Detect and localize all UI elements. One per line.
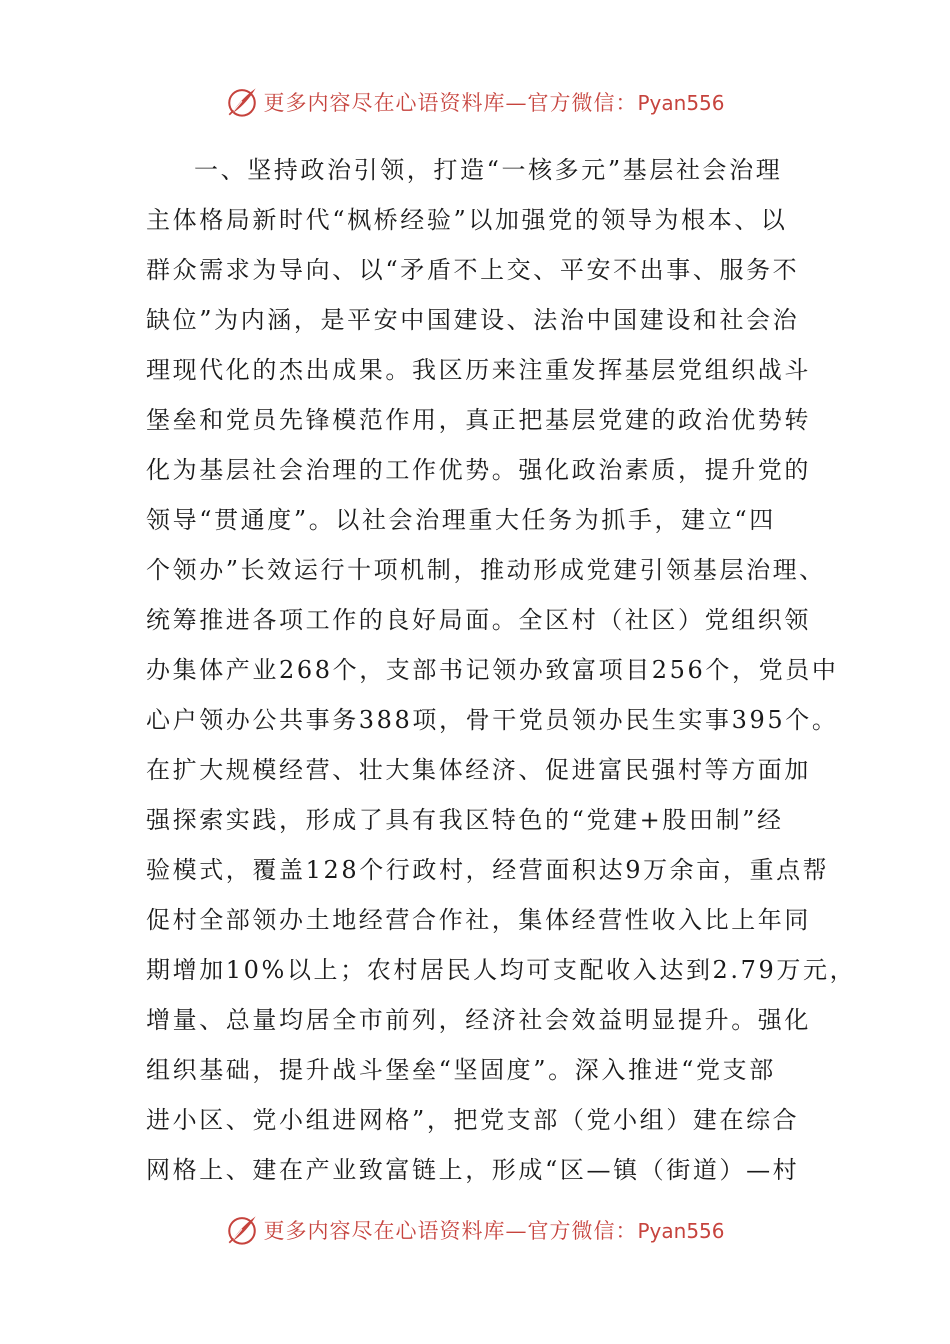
text-line: 理现代化的杰出成果。我区历来注重发挥基层党组织战斗 xyxy=(146,356,811,384)
quill-pen-logo-icon xyxy=(225,1213,259,1247)
text-line: 一、坚持政治引领，打造“一核多元”基层社会治理 xyxy=(194,156,783,184)
text-line: 进小区、党小组进网格”，把党支部（党小组）建在综合 xyxy=(146,1106,800,1134)
text-line: 化为基层社会治理的工作优势。强化政治素质，提升党的 xyxy=(146,456,811,484)
text-line: 心户领办公共事务388项，骨干党员领办民生实事395个。 xyxy=(146,706,839,734)
text-line: 组织基础，提升战斗堡垒“坚固度”。深入推进“党支部 xyxy=(146,1056,776,1084)
text-line: 主体格局新时代“枫桥经验”以加强党的领导为根本、以 xyxy=(146,206,788,234)
text-line: 领导“贯通度”。以社会治理重大任务为抓手，建立“四 xyxy=(146,506,776,534)
text-line: 办集体产业268个，支部书记领办致富项目256个，党员中 xyxy=(146,656,839,684)
wechat-id: Pyan556 xyxy=(637,1219,725,1243)
banner-title: 更多内容尽在心语资料库—官方微信： xyxy=(263,91,638,115)
text-line: 统筹推进各项工作的良好局面。全区村（社区）党组织领 xyxy=(146,606,811,634)
header-banner xyxy=(0,80,950,124)
text-line: 强探索实践，形成了具有我区特色的“党建+股田制”经 xyxy=(146,806,784,834)
text-line: 增量、总量均居全市前列，经济社会效益明显提升。强化 xyxy=(146,1006,811,1034)
footer-banner xyxy=(0,1208,950,1252)
text-line: 促村全部领办土地经营合作社，集体经营性收入比上年同 xyxy=(146,906,811,934)
text-line: 在扩大规模经营、壮大集体经济、促进富民强村等方面加 xyxy=(146,756,811,784)
text-line: 群众需求为导向、以“矛盾不上交、平安不出事、服务不 xyxy=(146,256,800,284)
text-line: 期增加10%以上；农村居民人均可支配收入达到2.79万元， xyxy=(146,956,857,984)
banner-title: 更多内容尽在心语资料库—官方微信： xyxy=(263,1219,638,1243)
wechat-id: Pyan556 xyxy=(637,91,725,115)
banner-text xyxy=(263,1215,724,1245)
text-line: 堡垒和党员先锋模范作用，真正把基层党建的政治优势转 xyxy=(146,406,811,434)
document-body xyxy=(146,145,857,1195)
text-line: 个领办”长效运行十项机制，推动形成党建引领基层治理、 xyxy=(146,556,826,584)
banner-text xyxy=(263,87,724,117)
quill-pen-logo-icon xyxy=(225,85,259,119)
text-line: 验模式，覆盖128个行政村，经营面积达9万余亩，重点帮 xyxy=(146,856,830,884)
text-line: 缺位”为内涵，是平安中国建设、法治中国建设和社会治 xyxy=(146,306,800,334)
text-line: 网格上、建在产业致富链上，形成“区—镇（街道）—村 xyxy=(146,1156,800,1184)
